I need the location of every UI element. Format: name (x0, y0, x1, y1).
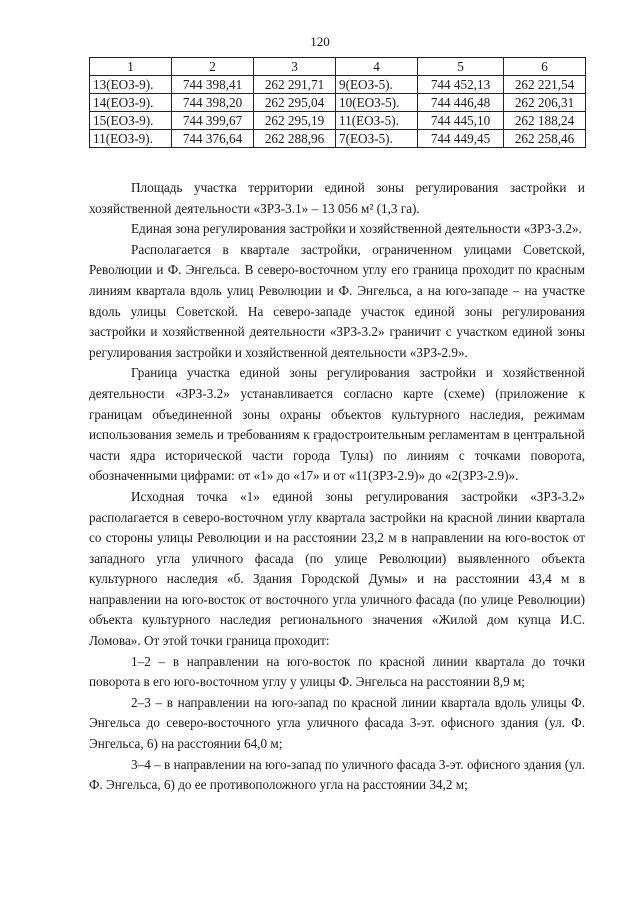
x-coordinate-cell: 744 398,41 (172, 76, 254, 94)
point-id-cell: 7(ЕОЗ-5). (336, 130, 418, 148)
x-coordinate-cell: 744 452,13 (418, 76, 504, 94)
x-coordinate-cell: 744 399,67 (172, 112, 254, 130)
x-coordinate-cell: 744 446,48 (418, 94, 504, 112)
y-coordinate-cell: 262 295,19 (254, 112, 336, 130)
paragraph-zrz-3-2-heading: Единая зона регулирования застройки и хозяйственной деятельности «ЗРЗ-3.2». (131, 221, 582, 237)
x-coordinate-cell: 744 449,45 (418, 130, 504, 148)
y-coordinate-cell: 262 206,31 (504, 94, 586, 112)
table-row (90, 76, 586, 94)
paragraph-segment-3-4: 3–4 – в направлении на юго-запад по уличного фасада 3-эт. офисного здания (ул. Ф. Энгельса, 6) до ее противоположного угла на расстоянии 34,2 м; (89, 756, 585, 793)
table-row (90, 130, 586, 148)
y-coordinate-cell: 262 188,24 (504, 112, 586, 130)
point-id-cell: 11(ЕОЗ-5). (336, 112, 418, 130)
y-coordinate-cell: 262 291,71 (254, 76, 336, 94)
point-id-cell: 10(ЕОЗ-5). (336, 94, 418, 112)
column-header: 1 (90, 58, 172, 76)
paragraph-segment-2-3: 2–3 – в направлении на юго-запад по красной линии квартала вдоль улицы Ф. Энгельса до северо-восточного угла уличного фасада 3-эт. офисного здания (ул. Ф. Энгельса, 6) на расстоянии 64,0 м; (89, 694, 585, 752)
point-id-cell: 13(ЕОЗ-9). (90, 76, 172, 94)
x-coordinate-cell: 744 398,20 (172, 94, 254, 112)
y-coordinate-cell: 262 258,46 (504, 130, 586, 148)
y-coordinate-cell: 262 295,04 (254, 94, 336, 112)
point-id-cell: 11(ЕОЗ-9). (90, 130, 172, 148)
table-row (90, 94, 586, 112)
point-id-cell: 9(ЕОЗ-5). (336, 76, 418, 94)
x-coordinate-cell: 744 445,10 (418, 112, 504, 130)
point-id-cell: 15(ЕОЗ-9). (90, 112, 172, 130)
column-header: 5 (418, 58, 504, 76)
table-header-row (90, 58, 586, 76)
paragraph-zrz-3-1-area: Площадь участка территории единой зоны регулирования застройки и хозяйственной деятельности «ЗРЗ-3.1» – 13 056 м² (1,3 га). (89, 180, 585, 216)
column-header: 6 (504, 58, 586, 76)
column-header: 3 (254, 58, 336, 76)
paragraph-location: Располагается в квартале застройки, ограниченном улицами Советской, Революции и Ф. Энгельса. В северо-восточном углу его граница проходит по красным линиям квартала вдоль улиц Революции и Ф. Энгельса, а на юго-западе – на участке вдоль улицы Советской. На северо-западе участок единой зоны регулирования застройки и хозяйственной деятельности «ЗРЗ-3.2» граничит с участком единой зоны регулирования застройки и хозяйственной деятельности «ЗРЗ-2.9». (89, 241, 585, 360)
y-coordinate-cell: 262 288,96 (254, 130, 336, 148)
table-row (90, 112, 586, 130)
column-header: 4 (336, 58, 418, 76)
paragraph-segment-1-2: 1–2 – в направлении на юго-восток по красной линии квартала до точки поворота в его юго-восточном углу у улицы Ф. Энгельса на расстоянии 8,9 м; (89, 653, 585, 690)
coordinates-table (89, 57, 586, 148)
paragraph-starting-point: Исходная точка «1» единой зоны регулирования застройки «ЗРЗ-3.2» располагается в северо-восточном углу квартала застройки на красной линии квартала со стороны улицы Революции и на расстоянии 23,2 м в направлении на юго-восток от западного угла уличного фасада (по улице Революции) выявленного объекта культурного наследия «б. Здания Городской Думы» и на расстоянии 43,4 м в направлении на юго-восток от восточного угла уличного фасада (по улице Революции) объекта культурного наследия регионального значения «Жилой дом купца И.С. Ломова». От этой точки граница проходит: (89, 488, 585, 649)
document-body (89, 178, 585, 796)
x-coordinate-cell: 744 376,64 (172, 130, 254, 148)
page-number: 120 (310, 34, 330, 49)
column-header: 2 (172, 58, 254, 76)
paragraph-boundary: Граница участка единой зоны регулирования застройки и хозяйственной деятельности «ЗРЗ-3.2» устанавливается согласно карте (схеме) (приложение к границам объединенной зоны охраны объектов культурного наследия, режимам использования земель и требованиям к градостроительным регламентам в центральной части ядра исторической части города Тулы) по линиям с точками поворота, обозначенными цифрами: от «1» до «17» и от «11(ЗРЗ-2.9)» до «2(ЗРЗ-2.9)». (89, 365, 585, 484)
point-id-cell: 14(ЕОЗ-9). (90, 94, 172, 112)
y-coordinate-cell: 262 221,54 (504, 76, 586, 94)
